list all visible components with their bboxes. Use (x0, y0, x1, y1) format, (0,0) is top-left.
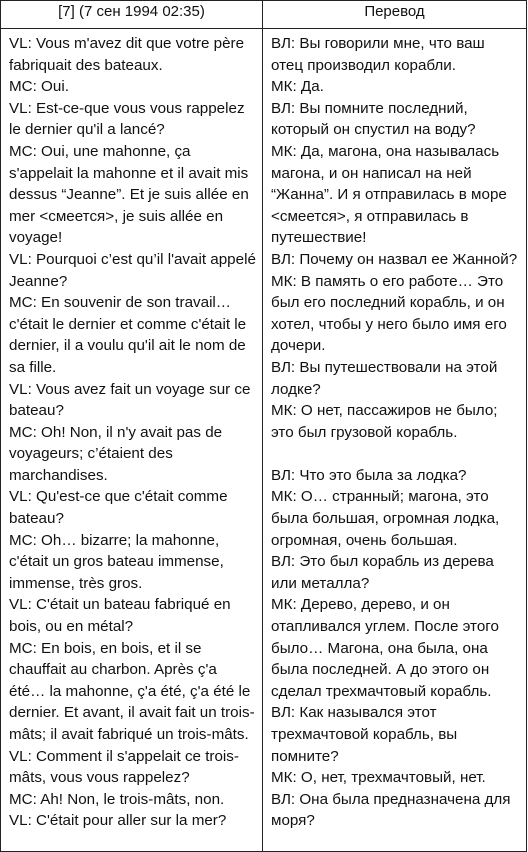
original-utterance: VL: Est-ce-que vous vous rappelez le dernier qu'il a lancé? (9, 99, 245, 139)
content-row (1, 29, 527, 852)
translation-text-cell (263, 29, 527, 852)
original-utterance: MC: En souvenir de son travail… c'était le dernier et comme c'était le dernier, il a voulu qu'il ait le nom de sa fille. (9, 294, 247, 376)
translation-utterance: ВЛ: Это был корабль из дерева или металла? (271, 553, 494, 592)
original-utterance: MC: Oh… bizarre; la mahonne, c'était un gros bateau immense, immense, très gros. (9, 531, 224, 592)
original-utterance: VL: Pourquoi c’est qu’il l'avait appelé Jeanne? (9, 250, 256, 290)
header-original: [7] (7 сен 1994 02:35) (1, 1, 263, 29)
header-row (1, 1, 527, 29)
blank-line (271, 443, 520, 465)
original-utterance: VL: Vous m'avez dit que votre père fabriquait des bateaux. (9, 35, 245, 74)
translation-utterance: МК: Дерево, дерево, и он отапливался углем. После этого было… Магона, она была, она была последней. А до этого он сделал трехмачтовый корабль. (271, 596, 499, 700)
translation-utterance: ВЛ: Как назывался этот трехмачтовой корабль, вы помните? (271, 704, 458, 765)
translation-utterance: МК: В память о его работе… Это был его последний корабль, и он хотел, чтобы у него было имя его дочери. (271, 272, 507, 355)
original-utterance: MC: En bois, en bois, et il se chauffait au charbon. Après ç'a été… la mahonne, ç'a été, ç'a été le dernier. Et avant, il avait fait un trois-mâts; il avait fabriqué un trois-mâts. (9, 639, 255, 743)
translation-utterance: МК: Да, магона, она называлась магона, и он написал на ней “Жанна”. И я отправилась в море <смеется>, я отправилась в путешествие! (271, 142, 507, 247)
original-utterance: MC: Oui, une mahonne, ça s'appelait la mahonne et il avait mis dessus “Jeanne”. Et je suis allée en mer <смеется>, je suis allée en voyage! (9, 142, 249, 247)
original-utterance: VL: Comment il s'appelait ce trois-mâts, vous vous rappelez? (9, 747, 239, 787)
translation-utterance: ВЛ: Она была предназначена для моря? (271, 790, 511, 830)
original-utterance: VL: C'était pour aller sur la mer? (9, 812, 227, 830)
translation-utterance: ВЛ: Вы помните последний, который он спустил на воду? (271, 99, 476, 139)
translation-utterance: МК: Да. (271, 78, 324, 96)
original-utterance: MC: Oui. (9, 78, 69, 96)
original-text-cell (1, 29, 263, 852)
translation-utterance: ВЛ: Что это была за лодка? (271, 466, 467, 484)
original-utterance: MC: Oh! Non, il n'y avait pas de voyageurs; c’étaient des marchandises. (9, 423, 223, 484)
original-utterance: MC: Ah! Non, le trois-mâts, non. (9, 790, 225, 808)
original-utterance: VL: C'était un bateau fabriqué en bois, ou en métal? (9, 596, 231, 636)
translation-utterance: МК: О нет, пассажиров не было; это был грузовой корабль. (271, 402, 498, 441)
translation-utterance: ВЛ: Вы путешествовали на этой лодке? (271, 358, 498, 398)
original-utterance: VL: Vous avez fait un voyage sur ce bateau? (9, 380, 251, 420)
original-utterance: VL: Qu'est-ce que c'était comme bateau? (9, 488, 228, 528)
translation-utterance: МК: О… странный; магона, это была большая, огромная лодка, огромная, очень большая. (271, 488, 500, 549)
translation-utterance: ВЛ: Вы говорили мне, что ваш отец производил корабли. (271, 35, 485, 74)
translation-utterance: МК: О, нет, трехмачтовый, нет. (271, 769, 486, 787)
header-translation: Перевод (263, 1, 527, 29)
translation-utterance: ВЛ: Почему он назвал ее Жанной? (271, 250, 518, 268)
